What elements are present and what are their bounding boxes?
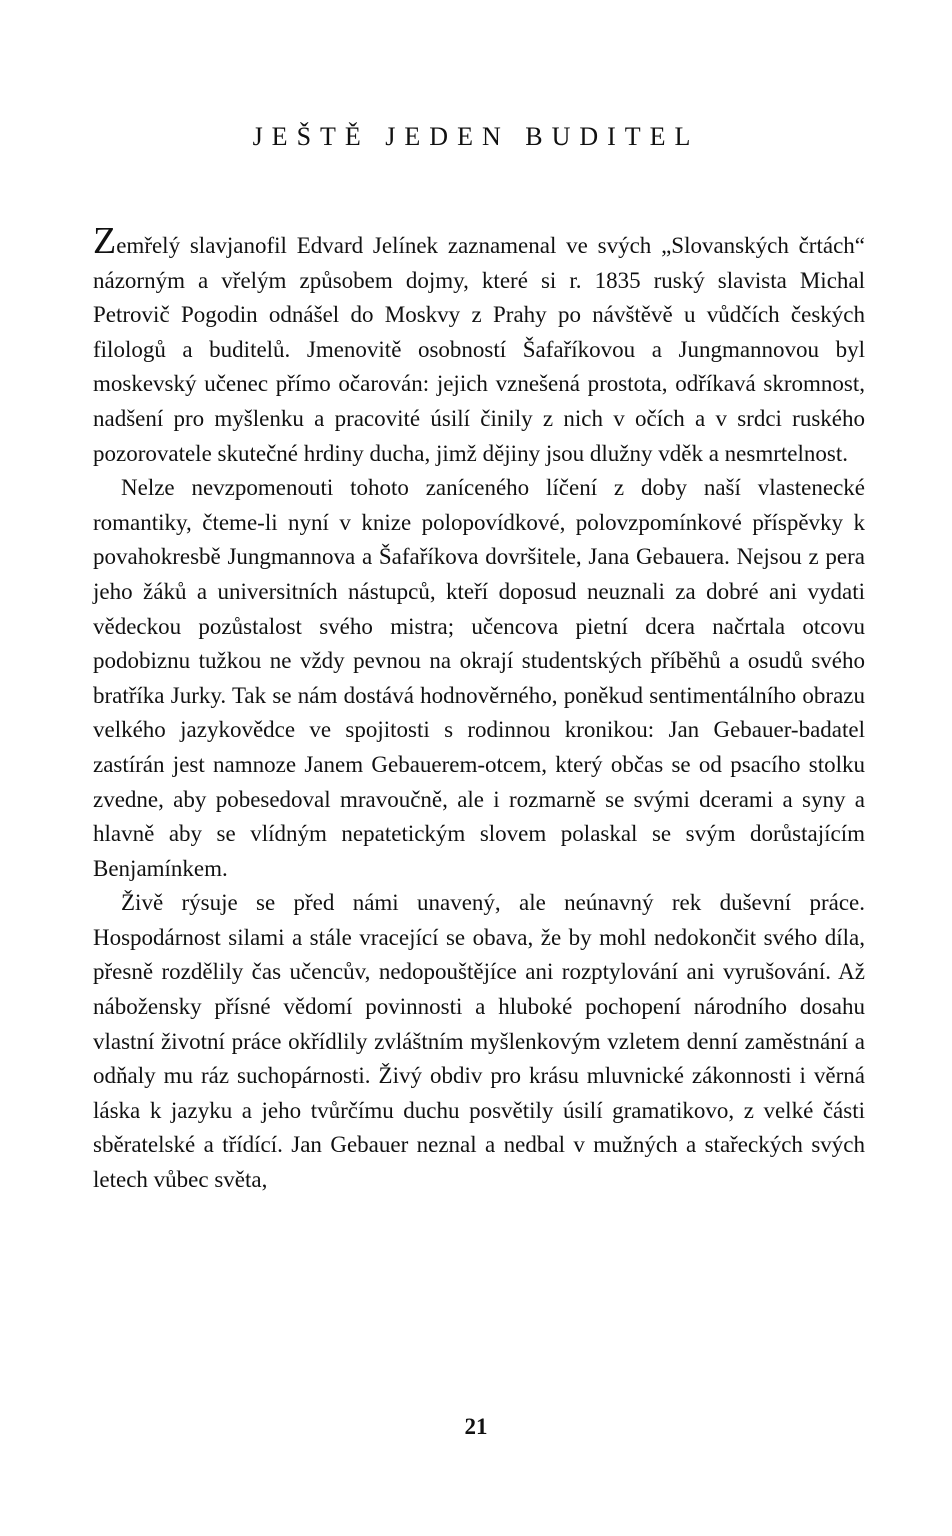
paragraph-1-text: emřelý slavjanofil Edvard Jelínek zaznamenal ve svých „Slovanských črtách“ názorným a vřelým způsobem dojmy, které si r. 1835 ruský slavista Michal Petrovič Pogodin odnášel do Moskvy z Prahy po návštěvě u vůdčích českých filologů a buditelů. Jmenovitě osobností Šafaříkovou a Jungmannovou byl moskevský učenec přímo očarován: jejich vznešená prostota, odříkavá skromnost, nadšení pro myšlenku a pracovité úsilí činily z nich v očích a v srdci ruského pozorovatele skutečné hrdiny ducha, jimž dějiny jsou dlužny vděk a nesmrtelnost. (93, 233, 865, 466)
chapter-title: JEŠTĚ JEDEN BUDITEL (252, 122, 700, 151)
paragraph-1 (93, 222, 865, 471)
drop-cap: Z (93, 220, 117, 262)
paragraph-3: Živě rýsuje se před námi unavený, ale neúnavný rek duševní práce. Hospodárnost silami a stále vracející se obava, že by mohl nedokončit svého díla, přesně rozdělily čas učencův, nedopouštějíce ani rozptylování ani vyrušování. Až nábožensky přísné vědomí povinnosti a hluboké pochopení národního dosahu vlastní životní práce okřídlily zvláštním myšlenkovým vzletem denní zaměstnání a odňaly mu ráz suchopárnosti. Živý obdiv pro krásu mluvnické zákonnosti i věrná láska k jazyku a jeho tvůrčímu duchu posvětily úsilí gramatikovo, z velké části sběratelské a třídící. Jan Gebauer neznal a nedbal v mužných a stařeckých svých letech vůbec světa, (93, 890, 865, 1193)
page-number: 21 (464, 1414, 488, 1439)
body-text (93, 222, 865, 1198)
paragraph-2: Nelze nevzpomenouti tohoto zaníceného líčení z doby naší vlastenecké romantiky, čteme-li nyní v knize polopovídkové, polovzpomínkové příspěvky k povahokresbě Jungmannova a Šafaříkova dovršitele, Jana Gebauera. Nejsou z pera jeho žáků a universitních nástupců, kteří doposud neuznali za dobré ani vydati vědeckou pozůstalost svého mistra; učencova pietní dcera načrtala otcovu podobiznu tužkou ne vždy pevnou na okrají studentských příběhů a osudů svého bratříka Jurky. Tak se nám dostává hodnověrného, poněkud sentimentálního obrazu velkého jazykovědce ve spojitosti s rodinnou kronikou: Jan Gebauer-badatel zastírán jest namnoze Janem Gebauerem-otcem, který občas se od psacího stolku zvedne, aby pobesedoval mravoučně, ale i rozmarně se svými dcerami a syny a hlavně aby se vlídným nepatetickým slovem polaskal se svým dorůstajícím Benjamínkem. (93, 475, 865, 881)
